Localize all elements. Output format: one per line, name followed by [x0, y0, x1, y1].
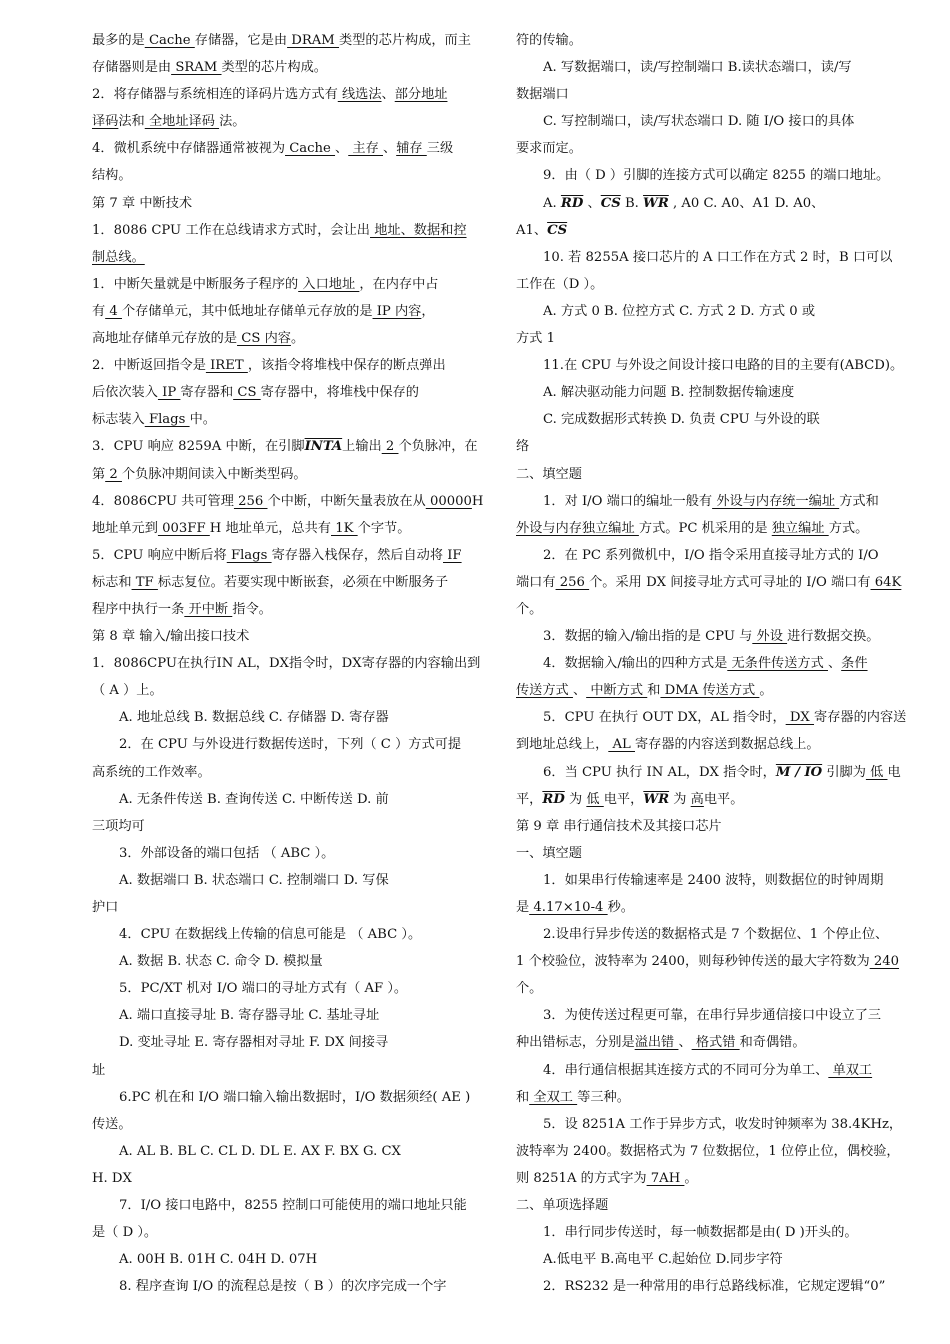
text-segment: 到地址总线上， [516, 737, 609, 753]
text-segment: 符的传输。 [516, 33, 582, 48]
text-segment: 。 [684, 1170, 698, 1186]
text-line [516, 190, 908, 217]
answer-blank: 地址、数据和控 [370, 222, 467, 238]
text-segment: A. 无条件传送 B. 查询传送 C. 中断传送 D. 前 [119, 791, 389, 807]
answer-blank: 外设与内存统一编址 [712, 493, 840, 509]
answer-blank: 全地址译码 [144, 114, 220, 130]
text-segment: 引脚为 [822, 764, 866, 780]
answer-blank: 2 [105, 466, 122, 482]
text-line [516, 1029, 908, 1056]
text-segment: 络 [516, 439, 530, 455]
answer-blank: 低 [586, 791, 604, 807]
text-line [92, 162, 482, 189]
text-segment: A. 方式 0 B. 位控方式 C. 方式 2 D. 方式 0 或 [543, 303, 816, 319]
text-line [92, 488, 482, 515]
answer-blank: Cache [285, 141, 336, 157]
text-line [92, 298, 482, 325]
answer-blank: DRAM [287, 33, 340, 48]
answer-blank: 入口地址 [298, 276, 360, 292]
signal-name: $\overline{CS}$ [600, 195, 621, 211]
text-segment: 址 [92, 1062, 106, 1078]
text-segment: 种出错标志，分别是 [516, 1035, 635, 1051]
text-segment: H [471, 493, 484, 509]
text-line [92, 461, 482, 488]
text-segment: 9．由（ D ）引脚的连接方式可以确定 8255 的端口地址。 [543, 168, 890, 184]
text-line [92, 244, 482, 271]
answer-blank: 格式错 [691, 1035, 740, 1051]
text-line [516, 298, 908, 325]
text-segment: 5．CPU 响应中断后将 [92, 547, 227, 563]
text-line [516, 1084, 908, 1111]
answer-blank: 低 [865, 764, 888, 780]
text-segment: 波特率为 2400。数据格式为 7 位数据位，1 位停止位，偶校验， [516, 1143, 900, 1159]
text-segment: （ A ）上。 [92, 683, 163, 699]
text-line [92, 731, 482, 758]
text-segment: D. 变址寻址 E. 寄存器相对寻址 F. DX 间接寻 [119, 1035, 389, 1051]
text-line [92, 704, 482, 731]
answer-blank: DX [785, 710, 815, 726]
text-segment: 个存储单元，其中低地址存储单元存放的是 [121, 303, 373, 319]
text-segment: H 地址单元，总共有 [209, 520, 331, 536]
text-line [516, 1192, 908, 1219]
answer-blank: 条件 [841, 656, 868, 672]
text-segment: 个负脉冲期间读入中断类型码。 [121, 466, 307, 482]
text-segment: 个。 [516, 601, 543, 617]
text-segment: 方式。 [828, 520, 869, 536]
text-segment: 指令。 [232, 601, 272, 617]
text-line [92, 190, 482, 217]
text-segment: 结构。 [92, 168, 132, 184]
text-line [92, 217, 482, 244]
text-line [516, 948, 908, 975]
text-segment: 、 [572, 683, 587, 699]
text-segment: 第 [92, 466, 106, 482]
answer-blank: 开中断 [184, 601, 233, 617]
answer-blank: 240 [869, 954, 900, 970]
text-segment: 后依次装入 [92, 385, 158, 401]
answer-blank: CS 内容 [237, 331, 291, 347]
text-segment: , A0 C. A0、A1 D. A0、 [668, 195, 825, 211]
text-segment: 5．CPU 在执行 OUT DX，AL 指令时， [543, 710, 786, 726]
text-segment: 1 个校验位，波特率为 2400，则每秒钟传送的最大字符数为 [516, 954, 870, 970]
answer-blank: 256 [233, 493, 268, 509]
text-line [516, 569, 908, 596]
text-segment: 等三种。 [577, 1089, 630, 1105]
text-line [92, 813, 482, 840]
signal-name: $\overline{RD}$ [542, 791, 565, 807]
text-segment: 2．中断返回指令是 [92, 358, 206, 374]
answer-blank: CS [233, 385, 261, 401]
text-segment: 高地址存储单元存放的是 [92, 331, 238, 347]
text-line [516, 1111, 908, 1138]
text-line [516, 704, 908, 731]
answer-blank: 单双工 [828, 1062, 873, 1078]
text-line [92, 948, 482, 975]
text-segment: 寄存器的内容送到数据总线上。 [634, 737, 820, 753]
text-line [516, 108, 908, 135]
text-segment: 4．CPU 在数据线上传输的信息可能是 （ ABC ）。 [119, 927, 422, 943]
text-segment: 进行数据交换。 [787, 629, 880, 645]
text-segment: 标志和 [92, 574, 132, 590]
text-segment: 类型的芯片构成，而主 [339, 33, 471, 48]
text-segment: 4．数据输入/输出的四种方式是 [543, 656, 728, 672]
text-segment: 。 [290, 331, 305, 347]
signal-name: $\overline{WR}$ [643, 195, 669, 211]
text-segment: A. 端口直接寻址 B. 寄存器寻址 C. 基址寻址 [119, 1008, 380, 1024]
text-line [92, 786, 482, 813]
text-segment: 一、填空题 [516, 845, 582, 861]
text-segment: 存储器，它是由 [194, 33, 288, 48]
text-segment: 数据端口 [516, 87, 569, 103]
text-segment: 标志装入 [92, 412, 145, 428]
text-segment: 5．设 8251A 工作于异步方式，收发时钟频率为 38.4KHz， [543, 1116, 903, 1132]
text-segment: 为 [669, 791, 691, 807]
text-line [92, 27, 482, 54]
text-segment: A. 数据 B. 状态 C. 命令 D. 模拟量 [119, 954, 323, 970]
text-line [92, 271, 482, 298]
text-line [516, 27, 908, 54]
text-segment: A. 00H B. 01H C. 04H D. 07H [119, 1252, 318, 1268]
answer-blank: Flags [226, 547, 272, 563]
answer-blank: 全双工 [529, 1089, 578, 1105]
answer-blank: 高 [690, 791, 704, 807]
text-line [92, 54, 482, 81]
text-line [516, 921, 908, 948]
answer-blank: 制总线。 [92, 249, 145, 265]
text-line [516, 1057, 908, 1084]
text-segment: 寄存器入栈保存，然后自动将 [271, 547, 444, 563]
text-segment: 2．在 CPU 与外设进行数据传送时，下列（ C ）方式可提 [119, 737, 462, 753]
answer-blank: 独立编址 [771, 520, 829, 536]
answer-blank: 线选法 [337, 87, 382, 103]
text-segment: H. DX [92, 1170, 132, 1186]
text-line [516, 135, 908, 162]
text-segment: 2．将存储器与系统相连的译码片选方式有 [92, 87, 338, 103]
answer-blank: 003FF [157, 520, 210, 536]
text-segment: 则 8251A 的方式字为 [516, 1170, 647, 1186]
text-segment: 方式和 [839, 493, 879, 509]
answer-blank: TF [131, 574, 158, 590]
text-line [516, 461, 908, 488]
text-line [516, 1219, 908, 1246]
answer-blank: IP 内容 [372, 303, 422, 319]
text-segment: 2．在 PC 系列微机中，I/O 指令采用直接寻址方式的 I/O [543, 547, 879, 563]
text-line [516, 1002, 908, 1029]
text-segment: 寄存器和 [180, 385, 234, 401]
text-segment: A. 数据端口 B. 状态端口 C. 控制端口 D. 写保 [119, 872, 389, 888]
signal-name: M / IO [775, 764, 823, 780]
text-segment: 个字节。 [357, 520, 411, 536]
text-segment: 为 [564, 791, 587, 807]
answer-blank: 外设与内存独立编址 [516, 520, 639, 536]
text-segment: 、 [383, 141, 397, 157]
text-line [92, 1002, 482, 1029]
text-line [516, 1246, 908, 1273]
text-line [92, 1111, 482, 1138]
text-segment: 11.在 CPU 与外设之间设计接口电路的目的主要有(ABCD)。 [543, 358, 904, 374]
text-line [516, 623, 908, 650]
text-segment: 方式。PC 机采用的是 [638, 520, 772, 536]
answer-blank: Cache [144, 33, 195, 48]
text-line [516, 759, 908, 786]
text-segment: 和奇偶错。 [739, 1035, 806, 1051]
text-segment: 寄存器的内容送 [814, 710, 907, 726]
text-line [516, 867, 908, 894]
text-segment: 6.PC 机在和 I/O 端口输入输出数据时，I/O 数据须经( AE ) [119, 1089, 471, 1105]
text-line [92, 81, 482, 108]
text-line [516, 1138, 908, 1165]
text-segment: 1．中断矢量就是中断服务子程序的 [92, 276, 299, 292]
answer-blank: IRET [205, 358, 248, 374]
text-segment: 第 7 章 中断技术 [92, 195, 193, 211]
text-segment: 和 [516, 1089, 530, 1105]
text-segment: 、 [678, 1035, 692, 1051]
signal-name: $\overline{RD}$ [560, 195, 584, 211]
text-line [516, 786, 908, 813]
text-line [516, 975, 908, 1002]
text-line [516, 433, 908, 460]
text-line [92, 1138, 482, 1165]
answer-blank: 64K [870, 574, 902, 590]
text-line [92, 894, 482, 921]
text-line [516, 596, 908, 623]
text-line [516, 677, 908, 704]
text-segment: 4．微机系统中存储器通常被视为 [92, 141, 286, 157]
text-segment: 三级 [426, 141, 454, 157]
text-segment: 中。 [189, 412, 216, 428]
text-segment: 6．当 CPU 执行 IN AL，DX 指令时， [543, 764, 776, 780]
text-segment: 1．对 I/O 端口的编址一般有 [543, 493, 713, 509]
answer-blank: 4 [105, 303, 122, 319]
answer-blank: 无条件传送方式 [727, 656, 828, 672]
text-segment: A. [543, 195, 561, 211]
text-segment: 有 [92, 303, 106, 319]
text-line [92, 623, 482, 650]
text-segment: 地址单元到 [92, 520, 158, 536]
text-line [516, 162, 908, 189]
text-segment: 秒。 [607, 900, 634, 915]
left-column [92, 27, 482, 1300]
signal-name: INTA [304, 439, 343, 455]
text-line [92, 352, 482, 379]
text-segment: 。 [759, 683, 773, 699]
text-line [516, 731, 908, 758]
text-line [92, 1057, 482, 1084]
text-line [92, 1165, 482, 1192]
text-line [516, 813, 908, 840]
text-segment: A.低电平 B.高电平 C.起始位 D.同步字符 [543, 1252, 783, 1268]
text-segment: C. 写控制端口，读/写状态端口 D. 随 I/O 接口的具体 [543, 114, 855, 130]
text-segment: 1．8086 CPU 工作在总线请求方式时，会让出 [92, 222, 370, 238]
text-segment: 法和 [118, 114, 145, 130]
text-line [92, 406, 482, 433]
text-segment: 1．串行同步传送时，每一帧数据都是由( D )开头的。 [543, 1225, 858, 1241]
text-segment: A. 地址总线 B. 数据总线 C. 存储器 D. 寄存器 [119, 710, 389, 726]
text-segment: 、 [827, 656, 842, 672]
text-line [516, 217, 908, 244]
text-line [516, 515, 908, 542]
text-line [516, 1273, 908, 1300]
answer-blank: 2 [381, 439, 399, 455]
answer-blank: AL [608, 737, 635, 753]
answer-blank: 译码 [92, 114, 119, 130]
text-segment: 3．外部设备的端口包括 （ ABC ）。 [119, 845, 335, 861]
text-segment: 护口 [92, 900, 119, 915]
text-line [516, 840, 908, 867]
text-segment: 第 9 章 串行通信技术及其接口芯片 [516, 818, 722, 834]
text-line [92, 975, 482, 1002]
text-segment: 要求而定。 [516, 141, 582, 157]
answer-blank: 溢出错 [634, 1035, 679, 1051]
text-line [92, 569, 482, 596]
text-segment: 工作在（D ）。 [516, 276, 604, 292]
text-line [516, 81, 908, 108]
text-segment: 个负脉冲，在 [398, 439, 478, 455]
text-segment: 个。 [516, 981, 543, 997]
text-segment: 5．PC/XT 机对 I/O 端口的寻址方式有（ AF ）。 [119, 981, 408, 997]
answer-blank: 部分地址 [394, 87, 448, 103]
text-line [92, 1246, 482, 1273]
answer-blank: IF [443, 547, 462, 563]
text-segment: 1．8086CPU在执行IN AL，DX指令时，DX寄存器的内容输出到 [92, 656, 481, 672]
answer-blank: DMA 传送方式 [660, 683, 760, 699]
text-segment: 最多的是 [92, 33, 145, 48]
answer-blank: Flags [144, 412, 190, 428]
text-line [516, 379, 908, 406]
text-line [92, 1084, 482, 1111]
text-line [92, 921, 482, 948]
text-segment: A1、 [516, 222, 548, 238]
text-segment: 电平。 [703, 791, 744, 807]
text-line [92, 677, 482, 704]
text-line [92, 1192, 482, 1219]
text-line [92, 515, 482, 542]
text-line [516, 325, 908, 352]
text-segment: 存储器则是由 [92, 60, 172, 76]
text-segment: ，在内存中占 [359, 276, 439, 292]
text-line [516, 244, 908, 271]
right-column [516, 27, 908, 1300]
text-segment: 、 [583, 195, 601, 211]
text-line [92, 840, 482, 867]
text-segment: 10. 若 8255A 接口芯片的 A 口工作在方式 2 时，B 口可以 [543, 249, 893, 265]
text-line [516, 894, 908, 921]
text-line [516, 271, 908, 298]
text-line [92, 759, 482, 786]
answer-blank: SRAM [171, 60, 222, 76]
text-line [516, 650, 908, 677]
text-segment: 二、单项选择题 [516, 1198, 609, 1214]
text-segment: 3．为使传送过程更可靠，在串行异步通信接口中设立了三 [543, 1008, 882, 1024]
answer-blank: 中断方式 [586, 683, 648, 699]
text-line [92, 1219, 482, 1246]
text-segment: 寄存器中，将堆栈中保存的 [260, 385, 419, 401]
text-segment: 电 [887, 764, 901, 780]
text-segment: ，该指令将堆栈中保存的断点弹出 [247, 358, 446, 374]
text-segment: 三项均可 [92, 818, 145, 834]
text-segment: 高系统的工作效率。 [92, 764, 211, 780]
text-line [516, 54, 908, 81]
answer-blank: 256 [555, 574, 590, 590]
text-segment: 2．RS232 是一种常用的串行总路线标准，它规定逻辑“0” [543, 1279, 886, 1295]
text-segment: 3．CPU 响应 8259A 中断，在引脚 [92, 439, 305, 455]
text-segment: 程序中执行一条 [92, 601, 185, 617]
answer-blank: 辅存 [396, 141, 427, 157]
text-segment: 二、填空题 [516, 466, 582, 482]
text-line [516, 488, 908, 515]
text-segment: 上输出 [342, 439, 382, 455]
text-segment: 、 [381, 87, 395, 103]
text-line [516, 406, 908, 433]
signal-name: $\overline{WR}$ [643, 791, 670, 807]
answer-blank: 7AH [646, 1170, 685, 1186]
text-line [92, 596, 482, 623]
text-segment: 个。采用 DX 间接寻址方式可寻址的 I/O 端口有 [589, 574, 871, 590]
answer-blank: 主存 [348, 141, 383, 157]
text-segment: 法。 [219, 114, 246, 130]
text-segment: A. 写数据端口，读/写控制端口 B.读状态端口，读/写 [543, 60, 852, 76]
text-segment: 、 [335, 141, 349, 157]
text-segment: 第 8 章 输入/输出接口技术 [92, 629, 250, 645]
text-segment: 方式 1 [516, 331, 555, 347]
text-line [92, 108, 482, 135]
text-segment: 7．I/O 接口电路中，8255 控制口可能使用的端口地址只能 [119, 1198, 467, 1214]
text-segment: 2.设串行异步传送的数据格式是 7 个数据位、1 个停止位、 [543, 927, 889, 943]
text-line [92, 135, 482, 162]
text-segment: 电平， [603, 791, 644, 807]
text-segment: A. AL B. BL C. CL D. DL E. AX F. BX G. CX [119, 1143, 401, 1159]
text-segment: 3．数据的输入/输出指的是 CPU 与 [543, 629, 753, 645]
text-segment: 平， [516, 791, 543, 807]
text-segment: ， [421, 303, 435, 319]
answer-blank: 传送方式 [516, 683, 573, 699]
text-segment: B. [620, 195, 644, 211]
text-line [92, 650, 482, 677]
text-line [92, 542, 482, 569]
text-line [92, 867, 482, 894]
text-segment: 端口有 [516, 574, 556, 590]
text-line [516, 352, 908, 379]
text-line [516, 542, 908, 569]
text-segment: 4．串行通信根据其连接方式的不同可分为单工、 [543, 1062, 829, 1078]
text-line [92, 1273, 482, 1300]
text-segment: 标志复位。若要实现中断嵌套，必须在中断服务子 [157, 574, 449, 590]
answer-blank: 4.17×10-4 [529, 900, 608, 915]
text-line [92, 379, 482, 406]
signal-name: $\overline{CS}$ [547, 222, 568, 238]
text-segment: 传送。 [92, 1116, 132, 1132]
text-line [92, 433, 482, 460]
text-segment: C. 完成数据形式转换 D. 负责 CPU 与外设的联 [543, 412, 820, 428]
text-segment: 4．8086CPU 共可管理 [92, 493, 234, 509]
text-line [516, 1165, 908, 1192]
answer-blank: IP [157, 385, 181, 401]
text-segment: A. 解决驱动能力问题 B. 控制数据传输速度 [543, 385, 795, 401]
answer-blank: 外设 [752, 629, 788, 645]
answer-blank: 1K [331, 520, 358, 536]
text-segment: 是 [516, 900, 530, 915]
text-segment: 和 [647, 683, 661, 699]
text-segment: 类型的芯片构成。 [221, 60, 327, 76]
text-line [92, 325, 482, 352]
text-segment: 1．如果串行传输速率是 2400 波特，则数据位的时钟周期 [543, 872, 884, 888]
text-line [92, 1029, 482, 1056]
text-segment: 8. 程序查询 I/O 的流程总是按（ B ）的次序完成一个字 [119, 1279, 447, 1295]
text-segment: 是（ D ）。 [92, 1225, 158, 1241]
text-segment: 个中断，中断矢量表放在从 [267, 493, 426, 509]
answer-blank: 00000 [425, 493, 472, 509]
